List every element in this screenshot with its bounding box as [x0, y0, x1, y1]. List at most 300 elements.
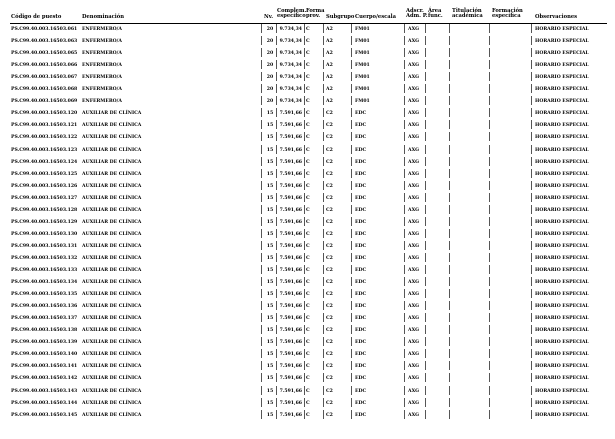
- cell-subgrupo: C2: [326, 292, 333, 298]
- column-rule: [323, 361, 324, 370]
- cell-adscripcion: AXG: [408, 304, 420, 310]
- column-rule: [449, 145, 450, 154]
- column-rule: [449, 337, 450, 346]
- cell-subgrupo: C2: [326, 316, 333, 322]
- cell-cuerpo: FM01: [355, 27, 370, 32]
- column-rule: [404, 349, 405, 358]
- cell-codigo: PS.C99.40.003.16503.069: [11, 99, 78, 105]
- column-rule: [489, 145, 490, 154]
- cell-adscripcion: AXG: [408, 400, 420, 406]
- column-rule: [276, 217, 277, 226]
- cell-observaciones: HORARIO ESPECIAL: [535, 195, 589, 201]
- column-rule: [531, 24, 532, 33]
- cell-cuerpo: EDC: [355, 183, 367, 189]
- column-rule: [489, 60, 490, 69]
- column-rule: [351, 145, 352, 154]
- cell-adscripcion: AXG: [408, 75, 420, 81]
- cell-subgrupo: A2: [326, 99, 333, 105]
- cell-cuerpo: EDC: [355, 207, 367, 213]
- column-rule: [351, 301, 352, 310]
- column-rule: [261, 241, 262, 250]
- cell-complemento: 7.591,66: [279, 231, 302, 237]
- column-rule: [449, 24, 450, 33]
- cell-adscripcion: AXG: [408, 51, 420, 57]
- cell-subgrupo: C2: [326, 183, 333, 189]
- column-rule: [425, 337, 426, 346]
- column-rule: [404, 386, 405, 395]
- cell-cuerpo: EDC: [355, 328, 367, 334]
- column-rule: [276, 84, 277, 93]
- column-rule: [425, 289, 426, 298]
- column-rule: [489, 217, 490, 226]
- cell-complemento: 7.591,66: [279, 412, 302, 418]
- column-rule: [276, 337, 277, 346]
- column-rule: [323, 120, 324, 129]
- cell-observaciones: HORARIO ESPECIAL: [535, 183, 589, 189]
- column-rule: [531, 36, 532, 45]
- column-rule: [304, 349, 305, 358]
- cell-complemento: 7.591,66: [279, 304, 302, 310]
- cell-forma: C: [306, 304, 310, 310]
- column-rule: [489, 410, 490, 419]
- cell-denominacion: AUXILIAR DE CLÍNICA: [82, 135, 142, 141]
- cell-nivel: 20: [266, 75, 274, 81]
- column-rule: [276, 181, 277, 190]
- cell-nivel: 15: [266, 147, 274, 153]
- column-rule: [449, 349, 450, 358]
- cell-complemento: 7.591,66: [279, 135, 302, 141]
- table-row: [0, 349, 615, 358]
- cell-observaciones: HORARIO ESPECIAL: [535, 39, 589, 45]
- cell-subgrupo: A2: [326, 63, 333, 69]
- cell-adscripcion: AXG: [408, 268, 420, 273]
- column-rule: [276, 157, 277, 166]
- column-rule: [449, 120, 450, 129]
- column-rule: [304, 253, 305, 262]
- column-rule: [425, 36, 426, 45]
- cell-complemento: 7.591,66: [279, 111, 302, 117]
- cell-nivel: 15: [266, 255, 274, 261]
- column-rule: [304, 145, 305, 154]
- column-rule: [425, 229, 426, 238]
- column-rule: [323, 84, 324, 93]
- column-rule: [351, 205, 352, 214]
- cell-cuerpo: EDC: [355, 388, 367, 394]
- cell-observaciones: HORARIO ESPECIAL: [535, 280, 589, 286]
- cell-complemento: 7.591,66: [279, 255, 302, 261]
- column-rule: [425, 313, 426, 322]
- cell-nivel: 20: [266, 87, 274, 93]
- cell-complemento: 7.591,66: [279, 400, 302, 406]
- column-rule: [276, 325, 277, 334]
- cell-nivel: 20: [266, 99, 274, 105]
- cell-forma: C: [306, 400, 310, 406]
- header-subgrupo: Subgrupo: [326, 14, 355, 20]
- column-rule: [276, 386, 277, 395]
- table-row: [0, 181, 615, 190]
- cell-forma: C: [306, 219, 310, 225]
- cell-complemento: 7.591,66: [279, 207, 302, 213]
- cell-denominacion: AUXILIAR DE CLÍNICA: [82, 364, 142, 370]
- column-rule: [351, 169, 352, 178]
- column-rule: [531, 84, 532, 93]
- column-rule: [489, 313, 490, 322]
- cell-nivel: 20: [266, 63, 274, 69]
- column-rule: [449, 289, 450, 298]
- cell-adscripcion: AXG: [408, 376, 420, 382]
- column-rule: [351, 410, 352, 419]
- cell-forma: C: [306, 352, 310, 358]
- column-rule: [425, 96, 426, 105]
- table-row: [0, 337, 615, 346]
- column-rule: [261, 229, 262, 238]
- cell-nivel: 15: [266, 171, 274, 177]
- cell-cuerpo: EDC: [355, 364, 367, 370]
- column-rule: [304, 410, 305, 419]
- column-rule: [531, 265, 532, 274]
- column-rule: [425, 193, 426, 202]
- cell-cuerpo: EDC: [355, 111, 367, 117]
- column-rule: [531, 205, 532, 214]
- column-rule: [323, 241, 324, 250]
- cell-denominacion: AUXILIAR DE CLÍNICA: [82, 292, 142, 298]
- cell-cuerpo: FM01: [355, 63, 370, 69]
- cell-cuerpo: EDC: [355, 195, 367, 201]
- cell-nivel: 15: [266, 243, 274, 249]
- cell-nivel: 20: [266, 27, 274, 32]
- cell-subgrupo: C2: [326, 304, 333, 310]
- column-rule: [404, 60, 405, 69]
- column-rule: [276, 120, 277, 129]
- cell-forma: C: [306, 376, 310, 382]
- column-rule: [404, 313, 405, 322]
- cell-denominacion: AUXILIAR DE CLÍNICA: [82, 388, 142, 394]
- column-rule: [304, 301, 305, 310]
- cell-codigo: PS.C99.40.003.16503.128: [11, 207, 78, 213]
- column-rule: [304, 132, 305, 141]
- column-rule: [261, 24, 262, 33]
- cell-cuerpo: EDC: [355, 400, 367, 406]
- column-rule: [404, 410, 405, 419]
- header-denominacion: Denominación: [82, 14, 124, 20]
- column-rule: [261, 193, 262, 202]
- column-rule: [276, 410, 277, 419]
- cell-codigo: PS.C99.40.003.16503.121: [11, 123, 78, 129]
- cell-observaciones: HORARIO ESPECIAL: [535, 255, 589, 261]
- column-rule: [304, 229, 305, 238]
- column-rule: [351, 132, 352, 141]
- column-rule: [531, 96, 532, 105]
- cell-denominacion: AUXILIAR DE CLÍNICA: [82, 412, 142, 418]
- column-rule: [489, 120, 490, 129]
- column-rule: [276, 277, 277, 286]
- cell-codigo: PS.C99.40.003.16503.134: [11, 280, 78, 286]
- cell-cuerpo: FM01: [355, 51, 370, 57]
- cell-nivel: 15: [266, 388, 274, 394]
- column-rule: [261, 169, 262, 178]
- table-row: [0, 132, 615, 141]
- column-rule: [261, 120, 262, 129]
- cell-denominacion: AUXILIAR DE CLÍNICA: [82, 207, 142, 213]
- column-rule: [489, 301, 490, 310]
- cell-subgrupo: C2: [326, 255, 333, 261]
- cell-subgrupo: A2: [326, 51, 333, 57]
- column-rule: [404, 229, 405, 238]
- column-rule: [404, 217, 405, 226]
- column-rule: [489, 253, 490, 262]
- cell-nivel: 15: [266, 316, 274, 322]
- column-rule: [449, 265, 450, 274]
- cell-subgrupo: A2: [326, 39, 333, 45]
- column-rule: [531, 253, 532, 262]
- column-rule: [404, 157, 405, 166]
- cell-subgrupo: C2: [326, 376, 333, 382]
- cell-complemento: 9.734,34: [279, 75, 302, 81]
- cell-observaciones: HORARIO ESPECIAL: [535, 99, 589, 105]
- cell-cuerpo: EDC: [355, 159, 367, 165]
- table-row: [0, 36, 615, 45]
- column-rule: [261, 398, 262, 407]
- cell-nivel: 15: [266, 292, 274, 298]
- cell-subgrupo: C2: [326, 147, 333, 153]
- cell-denominacion: ENFERMERO/A: [82, 99, 122, 105]
- cell-adscripcion: AXG: [408, 340, 420, 346]
- cell-denominacion: AUXILIAR DE CLÍNICA: [82, 328, 142, 334]
- cell-forma: C: [306, 171, 310, 177]
- column-rule: [323, 36, 324, 45]
- cell-codigo: PS.C99.40.003.16503.124: [11, 159, 78, 165]
- column-rule: [531, 277, 532, 286]
- column-rule: [304, 205, 305, 214]
- column-rule: [261, 325, 262, 334]
- column-rule: [404, 373, 405, 382]
- column-rule: [489, 386, 490, 395]
- cell-forma: C: [306, 39, 310, 45]
- column-rule: [449, 84, 450, 93]
- cell-adscripcion: AXG: [408, 159, 420, 165]
- column-rule: [425, 386, 426, 395]
- cell-observaciones: HORARIO ESPECIAL: [535, 316, 589, 322]
- header-area: Área func.: [428, 8, 443, 20]
- table-header: [0, 0, 615, 24]
- column-rule: [323, 398, 324, 407]
- column-rule: [351, 337, 352, 346]
- cell-forma: C: [306, 388, 310, 394]
- cell-cuerpo: EDC: [355, 219, 367, 225]
- cell-adscripcion: AXG: [408, 171, 420, 177]
- cell-codigo: PS.C99.40.003.16503.129: [11, 219, 78, 225]
- table-row: [0, 120, 615, 129]
- column-rule: [351, 193, 352, 202]
- column-rule: [425, 277, 426, 286]
- table-row: [0, 96, 615, 105]
- cell-forma: C: [306, 27, 310, 32]
- header-titulacion: Titulación académica: [452, 8, 483, 20]
- column-rule: [261, 277, 262, 286]
- cell-adscripcion: AXG: [408, 111, 420, 117]
- column-rule: [449, 72, 450, 81]
- column-rule: [404, 120, 405, 129]
- column-rule: [531, 398, 532, 407]
- column-rule: [351, 24, 352, 33]
- cell-forma: C: [306, 280, 310, 286]
- cell-codigo: PS.C99.40.003.16503.136: [11, 304, 78, 310]
- column-rule: [449, 217, 450, 226]
- header-nivel: Nv.: [264, 14, 274, 20]
- cell-forma: C: [306, 231, 310, 237]
- column-rule: [351, 60, 352, 69]
- column-rule: [449, 60, 450, 69]
- cell-forma: C: [306, 268, 310, 273]
- column-rule: [276, 301, 277, 310]
- column-rule: [261, 36, 262, 45]
- column-rule: [351, 120, 352, 129]
- cell-observaciones: HORARIO ESPECIAL: [535, 268, 589, 273]
- cell-nivel: 20: [266, 51, 274, 57]
- cell-forma: C: [306, 292, 310, 298]
- column-rule: [323, 193, 324, 202]
- table-row: [0, 313, 615, 322]
- cell-observaciones: HORARIO ESPECIAL: [535, 364, 589, 370]
- cell-cuerpo: EDC: [355, 412, 367, 418]
- column-rule: [351, 217, 352, 226]
- table-row: [0, 60, 615, 69]
- cell-forma: C: [306, 111, 310, 117]
- column-rule: [323, 108, 324, 117]
- column-rule: [449, 361, 450, 370]
- column-rule: [261, 132, 262, 141]
- column-rule: [531, 217, 532, 226]
- column-rule: [531, 169, 532, 178]
- column-rule: [425, 132, 426, 141]
- cell-complemento: 9.734,34: [279, 63, 302, 69]
- cell-adscripcion: AXG: [408, 364, 420, 370]
- cell-nivel: 15: [266, 159, 274, 165]
- column-rule: [323, 229, 324, 238]
- column-rule: [449, 398, 450, 407]
- table-row: [0, 217, 615, 226]
- column-rule: [404, 361, 405, 370]
- table-row: [0, 193, 615, 202]
- cell-cuerpo: EDC: [355, 304, 367, 310]
- table-row: [0, 72, 615, 81]
- cell-codigo: PS.C99.40.003.16503.067: [11, 75, 78, 81]
- column-rule: [323, 373, 324, 382]
- column-rule: [304, 157, 305, 166]
- cell-observaciones: HORARIO ESPECIAL: [535, 340, 589, 346]
- column-rule: [489, 108, 490, 117]
- column-rule: [351, 241, 352, 250]
- cell-observaciones: HORARIO ESPECIAL: [535, 328, 589, 334]
- column-rule: [449, 277, 450, 286]
- column-rule: [261, 157, 262, 166]
- column-rule: [276, 398, 277, 407]
- column-rule: [531, 157, 532, 166]
- column-rule: [404, 253, 405, 262]
- cell-complemento: 7.591,66: [279, 376, 302, 382]
- cell-complemento: 7.591,66: [279, 147, 302, 153]
- column-rule: [404, 277, 405, 286]
- column-rule: [351, 96, 352, 105]
- cell-adscripcion: AXG: [408, 123, 420, 129]
- cell-complemento: 9.734,34: [279, 27, 302, 32]
- cell-denominacion: AUXILIAR DE CLÍNICA: [82, 280, 142, 286]
- column-rule: [404, 181, 405, 190]
- column-rule: [323, 253, 324, 262]
- cell-adscripcion: AXG: [408, 99, 420, 105]
- column-rule: [489, 325, 490, 334]
- column-rule: [404, 132, 405, 141]
- column-rule: [531, 181, 532, 190]
- cell-codigo: PS.C99.40.003.16503.132: [11, 255, 78, 261]
- cell-complemento: 9.734,34: [279, 51, 302, 57]
- column-rule: [425, 84, 426, 93]
- cell-codigo: PS.C99.40.003.16503.125: [11, 171, 78, 177]
- cell-forma: C: [306, 87, 310, 93]
- cell-denominacion: AUXILIAR DE CLÍNICA: [82, 352, 142, 358]
- cell-observaciones: HORARIO ESPECIAL: [535, 388, 589, 394]
- table-row: [0, 24, 615, 33]
- column-rule: [449, 241, 450, 250]
- table-row: [0, 229, 615, 238]
- column-rule: [304, 217, 305, 226]
- cell-codigo: PS.C99.40.003.16503.065: [11, 51, 78, 57]
- column-rule: [489, 48, 490, 57]
- cell-denominacion: AUXILIAR DE CLÍNICA: [82, 376, 142, 382]
- column-rule: [323, 265, 324, 274]
- cell-nivel: 15: [266, 231, 274, 237]
- table-row: [0, 373, 615, 382]
- cell-denominacion: AUXILIAR DE CLÍNICA: [82, 183, 142, 189]
- column-rule: [449, 386, 450, 395]
- cell-adscripcion: AXG: [408, 87, 420, 93]
- cell-observaciones: HORARIO ESPECIAL: [535, 135, 589, 141]
- column-rule: [404, 205, 405, 214]
- cell-codigo: PS.C99.40.003.16503.141: [11, 364, 78, 370]
- cell-cuerpo: EDC: [355, 268, 367, 273]
- cell-cuerpo: FM01: [355, 87, 370, 93]
- column-rule: [276, 96, 277, 105]
- cell-complemento: 7.591,66: [279, 268, 302, 273]
- column-rule: [323, 24, 324, 33]
- cell-complemento: 9.734,34: [279, 99, 302, 105]
- column-rule: [489, 361, 490, 370]
- cell-nivel: 15: [266, 268, 274, 273]
- cell-denominacion: AUXILIAR DE CLÍNICA: [82, 243, 142, 249]
- column-rule: [351, 289, 352, 298]
- cell-observaciones: HORARIO ESPECIAL: [535, 75, 589, 81]
- column-rule: [276, 229, 277, 238]
- column-rule: [531, 48, 532, 57]
- column-rule: [351, 398, 352, 407]
- column-rule: [276, 253, 277, 262]
- column-rule: [425, 241, 426, 250]
- column-rule: [304, 72, 305, 81]
- column-rule: [425, 398, 426, 407]
- table-row: [0, 48, 615, 57]
- cell-codigo: PS.C99.40.003.16503.123: [11, 147, 78, 153]
- column-rule: [449, 301, 450, 310]
- column-rule: [304, 48, 305, 57]
- column-rule: [425, 157, 426, 166]
- column-rule: [323, 157, 324, 166]
- cell-denominacion: AUXILIAR DE CLÍNICA: [82, 268, 142, 273]
- column-rule: [304, 277, 305, 286]
- cell-codigo: PS.C99.40.003.16503.130: [11, 231, 78, 237]
- cell-denominacion: AUXILIAR DE CLÍNICA: [82, 111, 142, 117]
- cell-forma: C: [306, 159, 310, 165]
- column-rule: [531, 373, 532, 382]
